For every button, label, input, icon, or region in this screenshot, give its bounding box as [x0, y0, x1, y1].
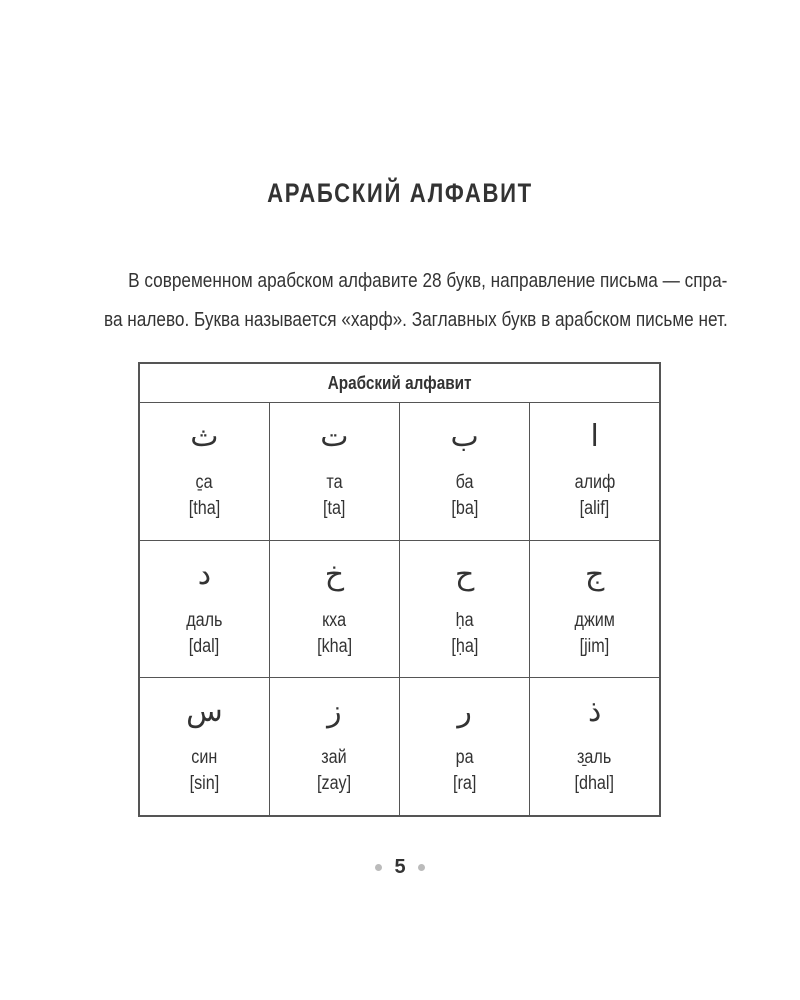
- arabic-letter: د: [197, 556, 212, 592]
- letter-cell: [139, 540, 269, 678]
- arabic-letter: ز: [327, 694, 342, 730]
- alphabet-table: [138, 362, 661, 817]
- table-row: [139, 403, 660, 541]
- letter-cell: [269, 678, 399, 816]
- letter-name-ru: син: [191, 747, 218, 769]
- arabic-letter: ا: [590, 419, 599, 454]
- letter-name-latin: [ba]: [451, 498, 479, 519]
- table-row: [139, 678, 660, 816]
- page-footer: [0, 856, 800, 879]
- letter-name-latin: [ḥa]: [451, 635, 479, 657]
- letter-name-latin: [ra]: [452, 773, 477, 795]
- letter-name-ru: зай: [321, 747, 348, 769]
- intro-paragraph: [104, 262, 728, 340]
- letter-name-latin: [dal]: [189, 635, 220, 657]
- letter-name-latin: [jim]: [579, 635, 610, 657]
- arabic-letter: ب: [450, 419, 479, 454]
- letter-name-latin: [alif]: [579, 498, 610, 519]
- letter-name-latin: [kha]: [316, 635, 352, 657]
- letter-cell: [530, 403, 660, 541]
- letter-name-ru: ра: [455, 747, 474, 769]
- arabic-letter: ر: [457, 694, 472, 730]
- letter-name-ru: ḥа: [455, 609, 474, 631]
- letter-cell: [530, 678, 660, 816]
- letter-name-ru: ба: [455, 472, 474, 493]
- letter-cell: [269, 403, 399, 541]
- intro-line-2: ва налево. Буква называется «харф». Заглавных букв в арабском письме нет.: [104, 309, 728, 331]
- page-title: АРАБСКИЙ АЛФАВИТ: [267, 178, 533, 208]
- arabic-letter: س: [186, 694, 223, 730]
- letter-name-ru: алиф: [574, 472, 615, 493]
- letter-name-ru: джим: [574, 609, 615, 631]
- letter-cell: [139, 403, 269, 541]
- letter-name-ru: кха: [322, 609, 347, 631]
- letter-name-ru: даль: [186, 609, 223, 631]
- table-row: [139, 540, 660, 678]
- bullet-dot-icon: [418, 864, 425, 871]
- arabic-letter: ج: [584, 556, 605, 592]
- letter-cell: [139, 678, 269, 816]
- letter-cell: [400, 678, 530, 816]
- intro-line-1: В современном арабском алфавите 28 букв, направление письма — спра-: [128, 270, 728, 292]
- letter-name-latin: [zay]: [317, 773, 352, 795]
- letter-name-latin: [tha]: [188, 498, 221, 519]
- letter-name-latin: [ta]: [323, 498, 346, 519]
- letter-cell: [400, 403, 530, 541]
- letter-name-latin: [sin]: [189, 773, 220, 795]
- letter-name-latin: [dhal]: [574, 773, 615, 795]
- page-number: 5: [394, 856, 406, 878]
- arabic-letter: خ: [324, 556, 345, 592]
- arabic-letter: ث: [190, 419, 219, 454]
- letter-cell: [400, 540, 530, 678]
- table-header: Арабский алфавит: [139, 363, 660, 403]
- letter-name-ru: з̱аль: [577, 747, 612, 769]
- letter-cell: [530, 540, 660, 678]
- arabic-letter: ت: [320, 419, 349, 454]
- letter-cell: [269, 540, 399, 678]
- letter-name-ru: c̱a: [195, 472, 213, 493]
- letter-name-ru: та: [326, 472, 343, 493]
- arabic-letter: ذ: [587, 694, 602, 730]
- bullet-dot-icon: [375, 864, 382, 871]
- arabic-letter: ح: [454, 556, 475, 592]
